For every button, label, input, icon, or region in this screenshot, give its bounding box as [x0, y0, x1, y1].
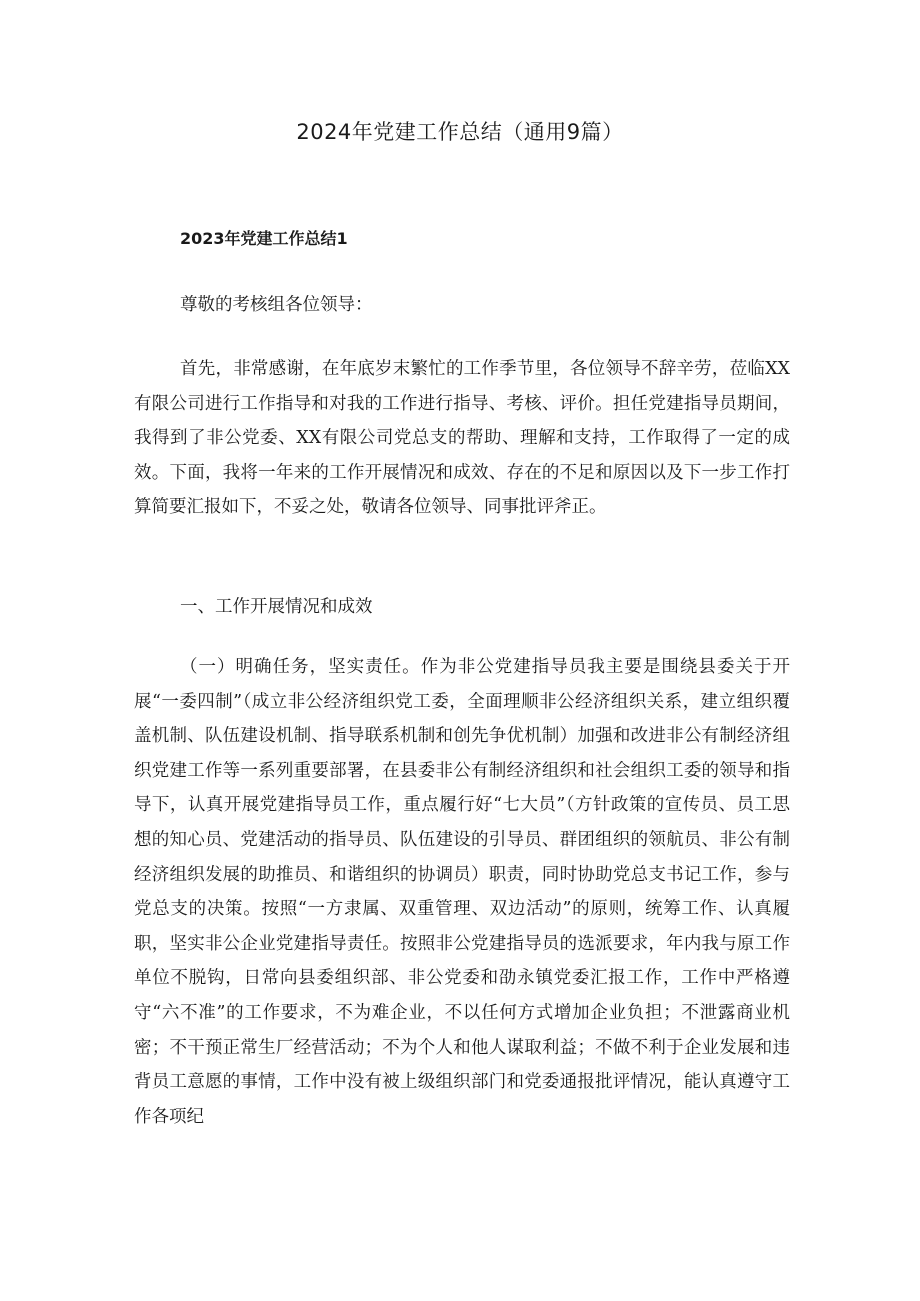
document-subtitle: 2023年党建工作总结1 — [180, 229, 348, 248]
paragraph-section-1: （一）明确任务，坚实责任。作为非公党建指导员我主要是围绕县委关于开展“一委四制”（成立非公经济组织党工委，全面理顺非公经济组织关系，建立组织覆盖机制、队伍建设机制、指导联系机制和创先争优机制）加强和改进非公有制经济组织党建工作等一系列重要部署，在县委非公有制经济组织和社会组织工委的领导和指导下，认真开展党建指导员工作，重点履行好“七大员”（方针政策的宣传员、员工思想的知心员、党建活动的指导员、队伍建设的引导员、群团组织的领航员、非公有制经济组织发展的助推员、和谐组织的协调员）职责，同时协助党总支书记工作，参与党总支的决策。按照“一方隶属、双重管理、双边活动”的原则，统筹工作、认真履职，坚实非公企业党建指导责任。按照非公党建指导员的选派要求，年内我与原工作单位不脱钩，日常向县委组织部、非公党委和劭永镇党委汇报工作，工作中严格遵守“六不准”的工作要求，不为难企业，不以任何方式增加企业负担；不泄露商业机密；不干预正常生厂经营活动；不为个人和他人谋取利益；不做不利于企业发展和违背员工意愿的事情，工作中没有被上级组织部门和党委通报批评情况，能认真遵守工作各项纪 — [134, 657, 790, 1127]
paragraph-intro: 首先，非常感谢，在年底岁末繁忙的工作季节里，各位领导不辞辛劳，莅临XX有限公司进行工作指导和对我的工作进行指导、考核、评价。担任党建指导员期间，我得到了非公党委、XX有限公司党总支的帮助、理解和支持，工作取得了一定的成效。下面，我将一年来的工作开展情况和成效、存在的不足和原因以及下一步工作打算简要汇报如下，不妥之处，敬请各位领导、同事批评斧正。 — [134, 359, 790, 518]
section-heading: 一、工作开展情况和成效 — [180, 597, 373, 617]
salutation: 尊敬的考核组各位领导： — [180, 295, 373, 315]
document-title: 2024年党建工作总结（通用9篇） — [296, 120, 624, 144]
